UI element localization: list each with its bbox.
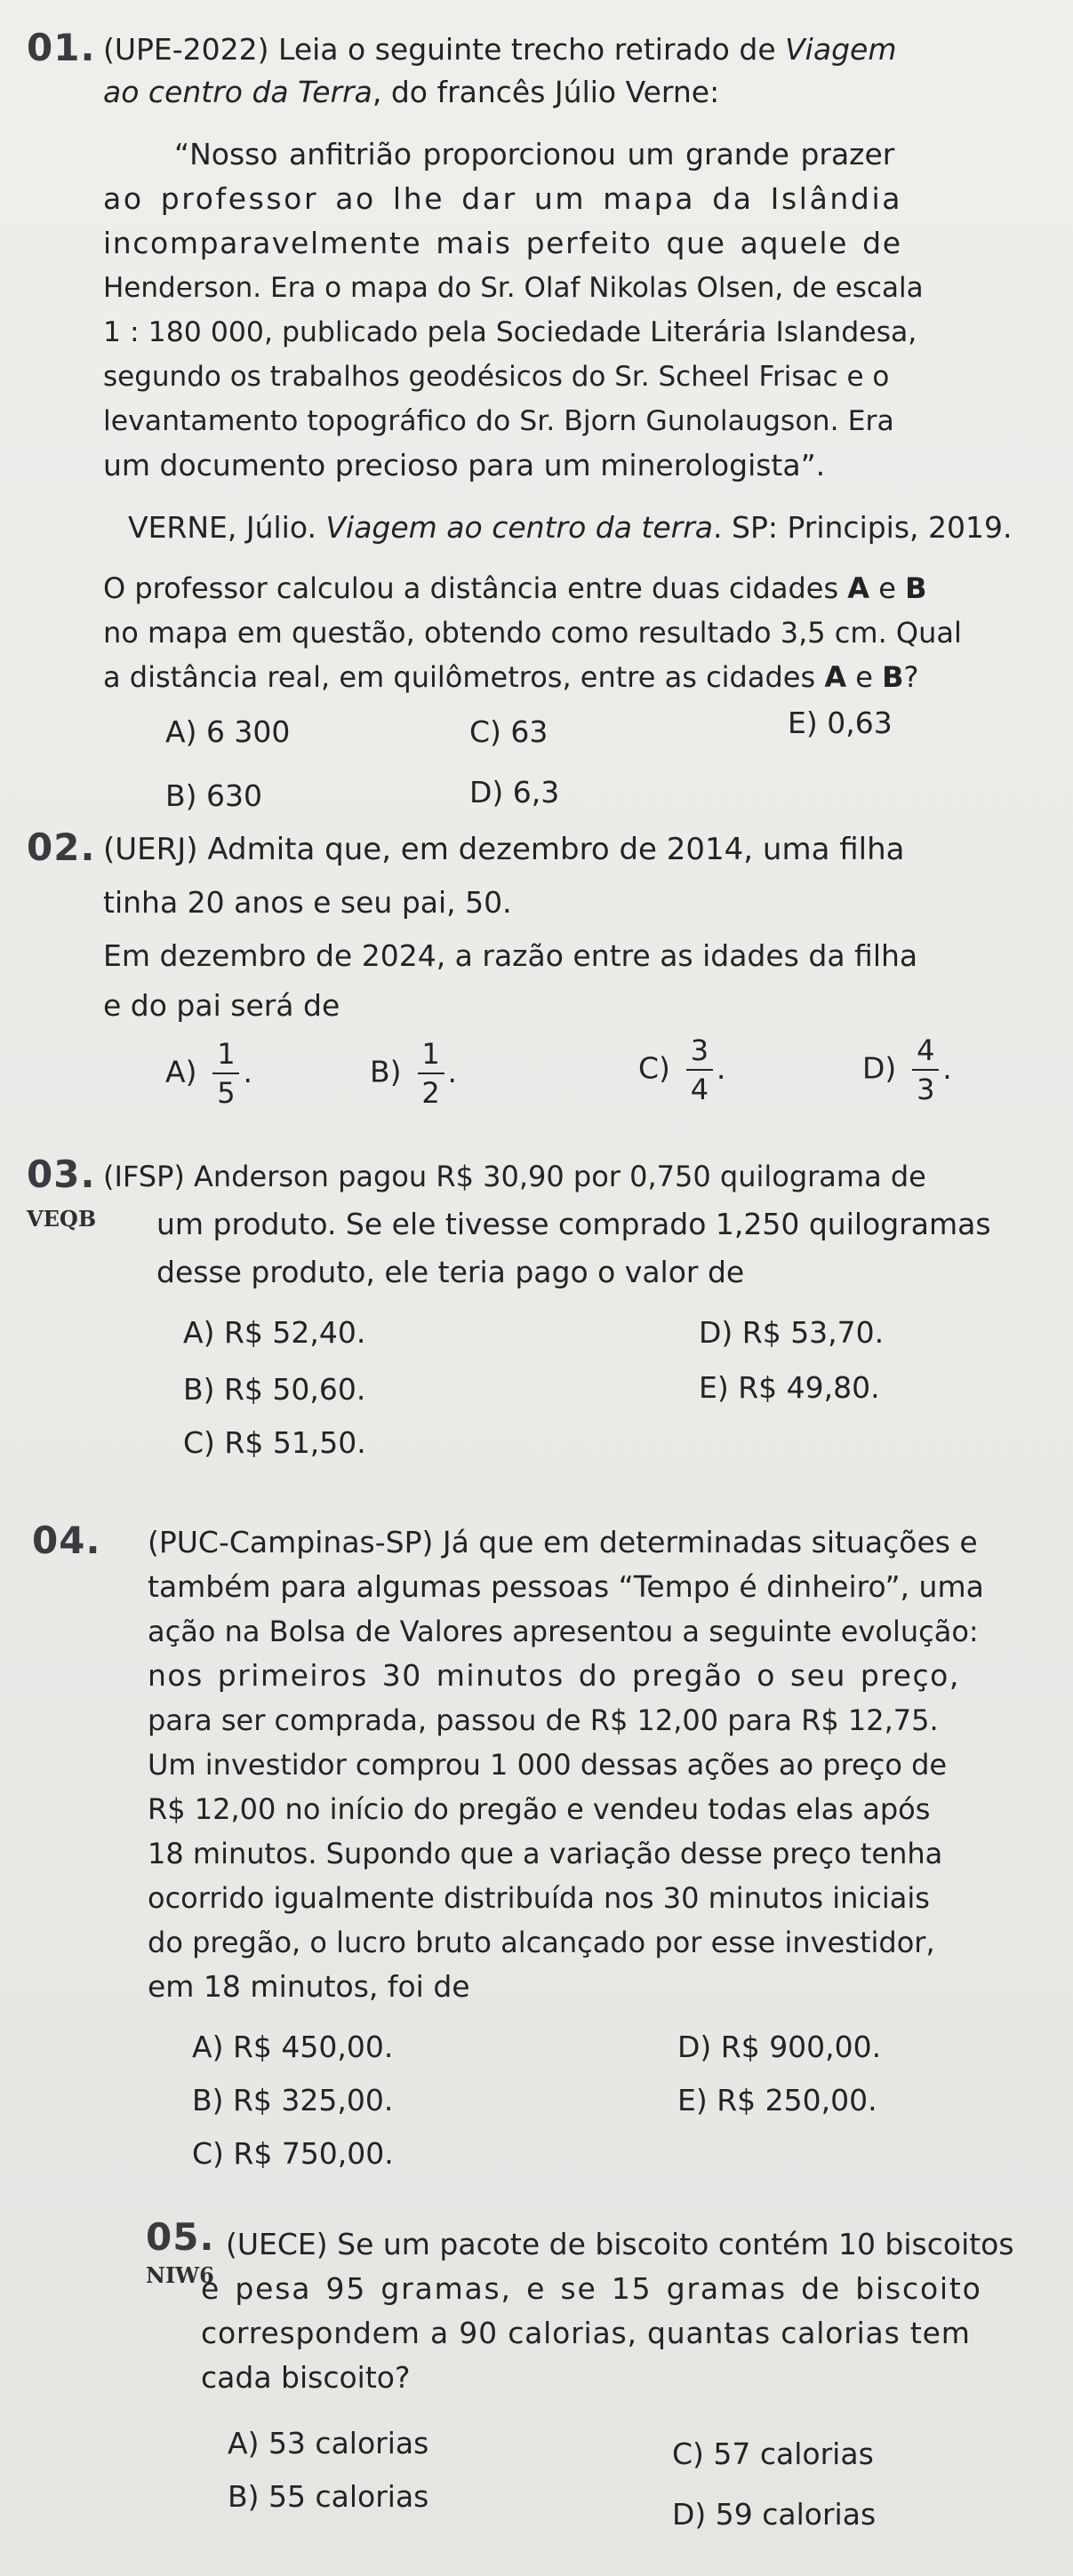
question-4-text: Um investidor comprou 1 000 dessas ações ao preço de xyxy=(148,1748,948,1782)
quote-line: ao professor ao lhe dar um mapa da Islândia xyxy=(103,181,903,216)
citation-publisher: . SP: Principis, 2019. xyxy=(713,510,1013,545)
question-4-number: 04. xyxy=(32,1519,101,1562)
denominator: 4 xyxy=(690,1073,709,1106)
question-1-statement: no mapa em questão, obtendo como resultado 3,5 cm. Qual xyxy=(103,616,962,650)
question-2-text: tinha 20 anos e seu pai, 50. xyxy=(103,885,512,920)
q5-option-d[interactable]: D) 59 calorias xyxy=(672,2497,877,2532)
question-1-statement: a distância real, em quilômetros, entre as cidades A e B? xyxy=(103,660,919,694)
q1-option-c[interactable]: C) 63 xyxy=(469,714,549,749)
q2-option-c[interactable] xyxy=(638,1034,725,1105)
q1-option-b[interactable]: B) 630 xyxy=(165,778,262,813)
q2-option-d-label: D) xyxy=(862,1050,897,1086)
q2-option-a[interactable] xyxy=(165,1038,252,1109)
question-3-number: 03. xyxy=(27,1152,96,1196)
numerator: 1 xyxy=(421,1037,440,1071)
q2-option-b-label: B) xyxy=(370,1054,402,1089)
citation-title: Viagem ao centro da terra xyxy=(325,510,714,545)
fraction-bar xyxy=(912,1069,939,1071)
question-4-text: para ser comprada, passou de R$ 12,00 para R$ 12,75. xyxy=(148,1703,939,1737)
question-1-statement: O professor calculou a distância entre duas cidades A e B xyxy=(103,571,927,605)
q2-option-c-label: C) xyxy=(638,1050,670,1086)
q3-option-d[interactable]: D) R$ 53,70. xyxy=(699,1315,885,1350)
q3-option-b[interactable]: B) R$ 50,60. xyxy=(183,1372,366,1407)
numerator: 1 xyxy=(217,1037,236,1071)
city-letter: A xyxy=(824,660,847,694)
question-1-intro-cont xyxy=(103,73,719,112)
city-letter: B xyxy=(882,660,904,694)
q4-option-c[interactable]: C) R$ 750,00. xyxy=(192,2136,394,2171)
question-2-number: 02. xyxy=(27,825,96,869)
question-4-text: 18 minutos. Supondo que a variação desse preço tenha xyxy=(148,1837,943,1870)
question-2-text: (UERJ) Admita que, em dezembro de 2014, uma filha xyxy=(103,832,905,867)
city-letter: B xyxy=(905,571,927,605)
question-2-text: e do pai será de xyxy=(103,988,340,1023)
period: . xyxy=(716,1050,726,1086)
quote-line: Henderson. Era o mapa do Sr. Olaf Nikolas Olsen, de escala xyxy=(103,272,924,304)
city-letter: A xyxy=(847,571,870,605)
numerator: 3 xyxy=(690,1033,709,1067)
question-4-text: do pregão, o lucro bruto alcançado por esse investidor, xyxy=(148,1926,935,1959)
fraction-bar xyxy=(686,1069,713,1071)
question-1-author: , do francês Júlio Verne: xyxy=(372,75,720,109)
q2-option-a-label: A) xyxy=(165,1054,197,1089)
question-1-book-title-cont: ao centro da Terra xyxy=(103,75,372,109)
q1-option-a[interactable]: A) 6 300 xyxy=(165,714,291,749)
q5-option-a[interactable]: A) 53 calorias xyxy=(228,2426,429,2460)
question-4-text: R$ 12,00 no início do pregão e vendeu todas elas após xyxy=(148,1792,931,1826)
period: . xyxy=(243,1054,252,1089)
denominator: 3 xyxy=(917,1073,935,1106)
question-5-number: 05. xyxy=(146,2215,215,2259)
citation xyxy=(128,508,1013,547)
period: . xyxy=(942,1050,952,1086)
denominator: 5 xyxy=(217,1076,236,1110)
denominator: 2 xyxy=(421,1076,440,1110)
q4-option-d[interactable]: D) R$ 900,00. xyxy=(677,2030,882,2064)
question-3-text: (IFSP) Anderson pagou R$ 30,90 por 0,750 quilograma de xyxy=(103,1160,926,1193)
q3-option-c[interactable]: C) R$ 51,50. xyxy=(183,1425,366,1460)
question-4-text: em 18 minutos, foi de xyxy=(148,1969,470,2004)
quote-line: incomparavelmente mais perfeito que aquele de xyxy=(103,226,902,260)
q5-option-c[interactable]: C) 57 calorias xyxy=(672,2436,874,2471)
question-5-text: e pesa 95 gramas, e se 15 gramas de biscoito xyxy=(201,2271,982,2306)
question-3-code: VEQB xyxy=(27,1206,97,1232)
quote-line: levantamento topográfico do Sr. Bjorn Gunolaugson. Era xyxy=(103,405,894,437)
q4-option-b[interactable]: B) R$ 325,00. xyxy=(192,2083,394,2117)
citation-author: VERNE, Júlio. xyxy=(128,510,326,545)
question-4-text: também para algumas pessoas “Tempo é dinheiro”, uma xyxy=(148,1569,984,1604)
question-4-text: ação na Bolsa de Valores apresentou a seguinte evolução: xyxy=(148,1615,979,1648)
question-2-text: Em dezembro de 2024, a razão entre as idades da filha xyxy=(103,938,918,973)
question-5-text: (UECE) Se um pacote de biscoito contém 10 biscoitos xyxy=(226,2227,1014,2261)
fraction xyxy=(212,1038,239,1109)
q5-option-b[interactable]: B) 55 calorias xyxy=(228,2479,429,2514)
question-3-text: um produto. Se ele tivesse comprado 1,250 quilogramas xyxy=(156,1207,991,1241)
q2-option-d[interactable] xyxy=(862,1034,952,1105)
question-5-text: correspondem a 90 calorias, quantas calorias tem xyxy=(201,2316,971,2350)
fraction-bar xyxy=(212,1073,239,1074)
q2-option-b[interactable] xyxy=(370,1038,457,1109)
question-4-text: ocorrido igualmente distribuída nos 30 minutos iniciais xyxy=(148,1881,930,1915)
quote-line: 1 : 180 000, publicado pela Sociedade Literária Islandesa, xyxy=(103,316,917,348)
q1-option-e[interactable]: E) 0,63 xyxy=(788,706,893,740)
q1-option-d[interactable]: D) 6,3 xyxy=(469,775,560,809)
numerator: 4 xyxy=(917,1033,935,1067)
quote-line: segundo os trabalhos geodésicos do Sr. Scheel Frisac e o xyxy=(103,361,890,393)
question-5-code: NIW6 xyxy=(146,2262,214,2288)
fraction-bar xyxy=(418,1073,444,1074)
quote-line: um documento precioso para um minerologista”. xyxy=(103,448,826,483)
period: . xyxy=(447,1054,458,1089)
q3-option-e[interactable]: E) R$ 49,80. xyxy=(699,1370,880,1405)
quote-line: “Nosso anfitrião proporcionou um grande prazer xyxy=(174,137,895,171)
fraction xyxy=(912,1034,939,1105)
question-4-text: nos primeiros 30 minutos do pregão o seu preço, xyxy=(148,1658,960,1693)
question-1-book-title: Viagem xyxy=(785,32,897,67)
question-3-text: desse produto, ele teria pago o valor de xyxy=(156,1255,745,1289)
q4-option-e[interactable]: E) R$ 250,00. xyxy=(677,2083,877,2117)
fraction xyxy=(418,1038,444,1109)
question-4-text: (PUC-Campinas-SP) Já que em determinadas situações e xyxy=(148,1525,978,1559)
q4-option-a[interactable]: A) R$ 450,00. xyxy=(192,2030,394,2064)
question-5-text: cada biscoito? xyxy=(201,2360,411,2395)
fraction xyxy=(686,1034,713,1105)
q3-option-a[interactable]: A) R$ 52,40. xyxy=(183,1315,366,1350)
question-1-intro-text: (UPE-2022) Leia o seguinte trecho retirado de xyxy=(103,32,786,67)
question-1-number: 01. xyxy=(27,26,96,69)
question-1-intro xyxy=(103,30,896,69)
